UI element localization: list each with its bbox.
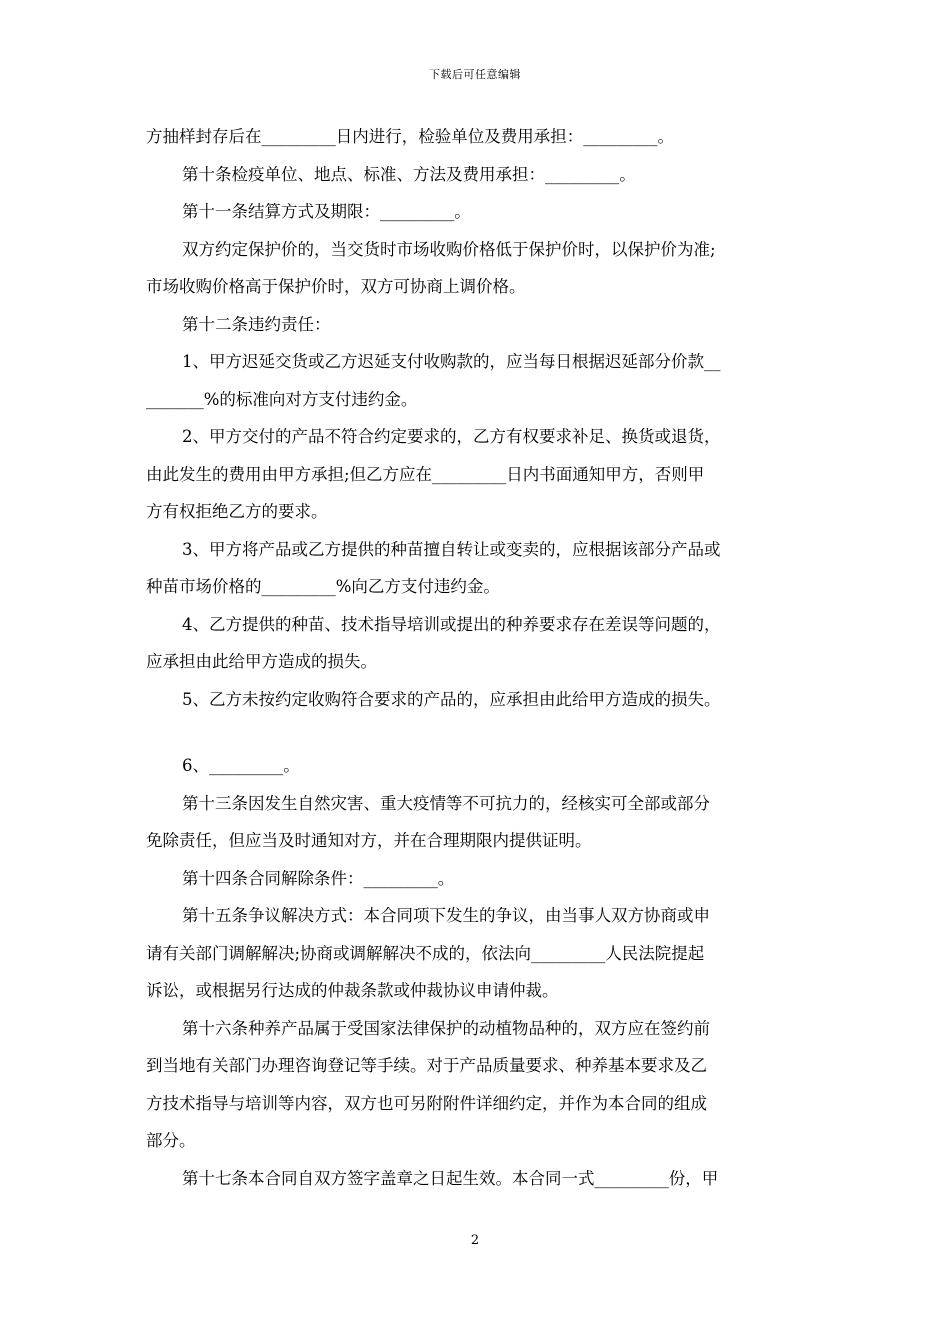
article-15-line: 诉讼，或根据另行达成的仲裁条款或仲裁协议申请仲裁。 [146,981,559,1000]
clause-4-line: 应承担由此给甲方造成的损失。 [146,652,377,671]
article-14-line: 第十四条合同解除条件：_________。 [182,868,455,888]
article-16-line: 第十六条种养产品属于受国家法律保护的动植物品种的，双方应在签约前 [182,1018,710,1038]
paragraph-line: 双方约定保护价的，当交货时市场收购价格低于保护价时，以保护价为准; [182,239,716,259]
article-17-line: 第十七条本合同自双方签字盖章之日起生效。本合同一式_________份，甲 [182,1168,719,1188]
clause-2-line: 2、甲方交付的产品不符合约定要求的，乙方有权要求补足、换货或退货， [182,427,721,446]
clause-1-line: 1、甲方迟延交货或乙方迟延支付收购款的，应当每日根据迟延部分价款__ [182,352,721,371]
page-header: 下载后可任意编辑 [429,68,521,81]
clause-4-line: 4、乙方提供的种苗、技术指导培训或提出的种养要求存在差误等问题的， [182,614,721,634]
article-16-line: 到当地有关部门办理咨询登记等手续。对于产品质量要求、种养基本要求及乙 [146,1056,707,1075]
article-16-line: 方技术指导与培训等内容，双方也可另附附件详细约定，并作为本合同的组成 [146,1093,707,1113]
article-10-line: 第十条检疫单位、地点、标准、方法及费用承担：_________。 [182,164,636,184]
article-13-line: 免除责任，但应当及时通知对方，并在合理期限内提供证明。 [146,831,592,850]
article-13-line: 第十三条因发生自然灾害、重大疫情等不可抗力的，经核实可全部或部分 [182,793,710,813]
clause-3-line: 3、甲方将产品或乙方提供的种苗擅自转让或变卖的，应根据该部分产品或 [182,539,721,559]
paragraph-spacer [146,718,808,747]
clause-2-line: 由此发生的费用由甲方承担;但乙方应在_________日内书面通知甲方，否则甲 [146,464,705,484]
page-number: 2 [470,1233,480,1248]
article-12-heading: 第十二条违约责任： [182,314,331,334]
clause-1-line: _______%的标准向对方支付违约金。 [146,389,418,409]
clause-3-line: 种苗市场价格的_________%向乙方支付违约金。 [146,577,500,596]
clause-6-line: 6、_________。 [182,756,300,775]
article-11-line: 第十一条结算方式及期限：_________。 [182,202,471,221]
paragraph-line: 市场收购价格高于保护价时，双方可协商上调价格。 [146,277,526,296]
article-15-line: 第十五条争议解决方式：本合同项下发生的争议，由当事人双方协商或申 [182,906,710,925]
paragraph-line: 方抽样封存后在_________日内进行，检验单位及费用承担：_________。 [146,127,674,146]
contract-body [146,118,808,1197]
clause-2-line: 方有权拒绝乙方的要求。 [146,502,328,521]
article-15-line: 请有关部门调解解决;协商或调解解决不成的，依法向_________人民法院提起 [146,943,705,963]
article-16-line: 部分。 [146,1131,196,1150]
clause-5-line: 5、乙方未按约定收购符合要求的产品的，应承担由此给甲方造成的损失。 [182,689,721,709]
